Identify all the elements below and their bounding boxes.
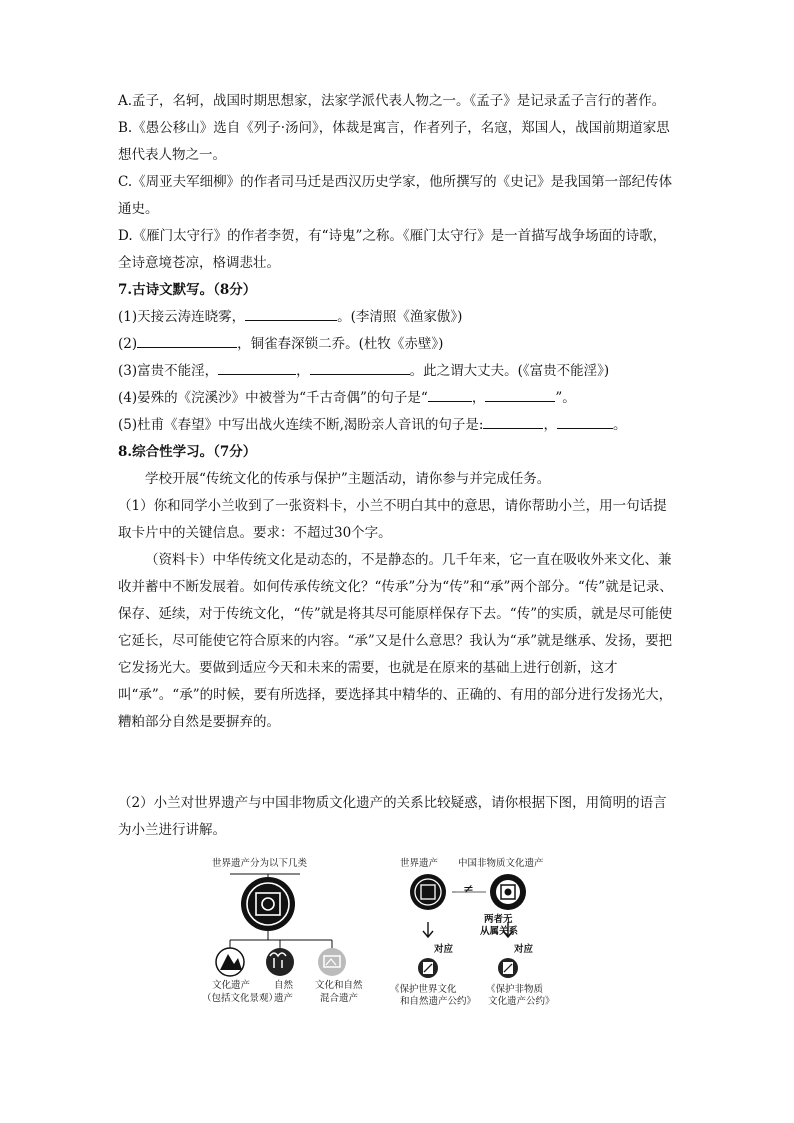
relation-note-1: 两者无 bbox=[484, 914, 513, 925]
right-title-world: 世界遗产 bbox=[400, 858, 439, 869]
category-mixed-2: 混合遗产 bbox=[320, 993, 359, 1004]
q7-line-4: (4)晏殊的《浣溪沙》中被誉为“千古奇偶”的句子是“ ， ”。 bbox=[118, 385, 678, 412]
natural-heritage-icon bbox=[266, 948, 294, 976]
convention-1-line-1: 《保护世界文化 bbox=[390, 984, 457, 995]
convention-2-line-1: 《保护非物质 bbox=[486, 984, 544, 995]
q7-line-3: (3)富贵不能淫， ， 。此之谓大丈夫。(《富贵不能淫》) bbox=[118, 358, 678, 385]
category-cultural: 文化遗产 bbox=[212, 980, 251, 991]
category-natural-2: 遗产 bbox=[274, 993, 294, 1004]
option-c: C.《周亚夫军细柳》的作者司马迁是西汉历史学家，他所撰写的《史记》是我国第一部纪传体通史。 bbox=[118, 174, 673, 217]
category-mixed: 文化和自然 bbox=[315, 980, 363, 991]
q8-sub-1: （1）你和同学小兰收到了一张资料卡，小兰不明白其中的意思，请你帮助小兰，用一句话提取卡片中的关键信息。要求：不超过30个字。 bbox=[118, 498, 667, 541]
q7-line-5: (5)杜甫《春望》中写出战火连续不断,渴盼亲人音讯的句子是: ， 。 bbox=[118, 412, 678, 439]
question-7-title: 7.古诗文默写。（8分） bbox=[118, 282, 257, 298]
info-card-text: （资料卡）中华传统文化是动态的，不是静态的。几千年来，它一直在吸收外来文化、兼收并蓄中不断发展着。如何传承传统文化？“传承”分为“传”和“承”两个部分。“传”就是记录、保存、延续，对于传统文化，“传”就是将其尽可能原样保存下去。“传”的实质，就是尽可能使它延长，尽可能使它符合原来的内容。“承”又是什么意思？我认为“承”就是继承、发扬，要把它发扬光大。要做到适应今天和未来的需要，也就是在原来的基础上进行创新，这才叫“承”。“承”的时候，要有所选择，要选择其中精华的、正确的、有用的部分进行发扬光大，糟粕部分自然是要摒弃的。 bbox=[118, 552, 673, 730]
q7-line-1: (1)天接云涛连晓雾， 。(李清照《渔家傲》) bbox=[118, 304, 678, 331]
category-natural: 自然 bbox=[274, 980, 294, 991]
q7-line-2: (2) ，铜雀春深锁二乔。(杜牧《赤壁》) bbox=[118, 331, 678, 358]
document-seal-icon bbox=[498, 958, 518, 978]
world-heritage-emblem-icon bbox=[410, 874, 446, 910]
answer-blank[interactable] bbox=[428, 386, 472, 402]
category-cultural-note: （包括文化景观） bbox=[202, 993, 279, 1004]
q8-intro: 学校开展“传统文化的传承与保护”主题活动，请你参与并完成任务。 bbox=[145, 471, 551, 487]
mixed-heritage-icon bbox=[318, 948, 346, 976]
answer-blank[interactable] bbox=[485, 386, 555, 402]
q8-sub-2: （2）小兰对世界遗产与中国非物质文化遗产的关系比较疑惑，请你根据下图，用简明的语言为小兰进行讲解。 bbox=[118, 795, 667, 838]
answer-blank[interactable] bbox=[137, 332, 237, 348]
option-b: B.《愚公移山》选自《列子·汤问》，体裁是寓言，作者列子，名寇，郑国人，战国前期道家思想代表人物之一。 bbox=[118, 120, 670, 163]
right-title-intangible: 中国非物质文化遗产 bbox=[458, 858, 544, 869]
answer-blank[interactable] bbox=[218, 359, 296, 375]
not-equal-sign: ≠ bbox=[463, 882, 474, 897]
left-figure-title: 世界遗产分为以下几类 bbox=[212, 858, 308, 869]
answer-blank[interactable] bbox=[310, 359, 410, 375]
correspond-label-2: 对应 bbox=[514, 944, 534, 955]
world-heritage-emblem-icon bbox=[241, 877, 295, 931]
correspond-label-1: 对应 bbox=[434, 944, 454, 955]
convention-1-line-2: 和自然遗产公约》 bbox=[400, 996, 477, 1007]
convention-2-line-2: 文化遗产公约》 bbox=[488, 996, 555, 1007]
document-seal-icon bbox=[418, 958, 438, 978]
option-a: A.孟子，名轲，战国时期思想家，法家学派代表人物之一。《孟子》是记录孟子言行的著作。 bbox=[118, 93, 666, 109]
answer-blank[interactable] bbox=[557, 413, 613, 429]
question-8-title: 8.综合性学习。（7分） bbox=[118, 444, 257, 460]
document-body bbox=[118, 88, 678, 844]
intangible-heritage-emblem-icon bbox=[490, 874, 526, 910]
heritage-figure bbox=[190, 852, 610, 1022]
relation-note-2: 从属关系 bbox=[480, 926, 519, 937]
answer-blank[interactable] bbox=[483, 413, 543, 429]
answer-blank[interactable] bbox=[245, 305, 337, 321]
cultural-heritage-icon bbox=[216, 948, 244, 976]
option-d: D.《雁门太守行》的作者李贺，有“诗鬼”之称。《雁门太守行》是一首描写战争场面的诗歌，全诗意境苍凉，格调悲壮。 bbox=[118, 228, 667, 271]
arrow-down-icon bbox=[423, 922, 433, 937]
